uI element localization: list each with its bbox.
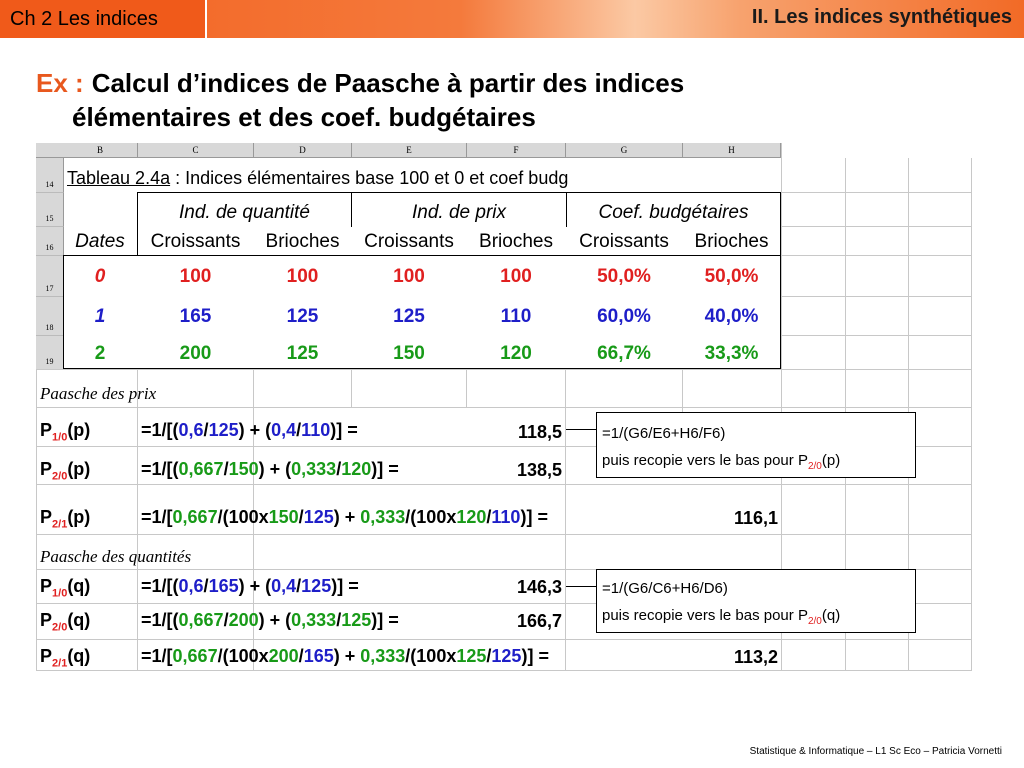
paasche-prix-label: Paasche des prix: [40, 384, 157, 403]
slide-footer: Statistique & Informatique – L1 Sc Eco – Patricia Vornetti: [749, 746, 1002, 757]
note-qte-recopie: puis recopie vers le bas pour $P_{2/0}(q)$: [602, 607, 841, 627]
table-cell: 125: [286, 306, 319, 327]
p10q-value: 146,3: [516, 577, 562, 597]
table-cell: 40,0%: [704, 306, 759, 327]
p21p-label: $P_{2/1}(p)$: [40, 507, 91, 531]
table-cell: 110: [500, 306, 532, 327]
note-qte-formula: =1/(G6/C6+H6/D6): [602, 580, 728, 597]
corner-header: [36, 143, 64, 158]
title-prefix: Ex :: [36, 68, 84, 98]
table-cell: 0: [94, 266, 106, 287]
column-header-f: F: [467, 143, 566, 158]
table-caption: [67, 168, 568, 189]
p10p-value: 118,5: [517, 422, 562, 442]
title-line-2: élémentaires et des coef. budgétaires: [72, 102, 536, 132]
row-header-15: 15: [36, 193, 64, 227]
p20q-formula: =1/[(0,667/200) + (0,333/125)] =: [141, 610, 399, 630]
table-cell: 2: [94, 343, 106, 364]
p10q-formula: =1/[(0,6/165) + (0,4/125)] =: [141, 576, 359, 596]
p10p-formula: =1/[(0,6/125) + (0,4/110)] =: [141, 420, 358, 440]
p10q-label: $P_{1/0}(q)$: [40, 576, 91, 600]
p21q-formula: =1/[0,667/(100x200/165) + 0,333/(100x125/125)] =: [141, 646, 549, 666]
p20q-label: $P_{2/0}(q)$: [40, 610, 91, 634]
p20p-value: 138,5: [516, 460, 562, 480]
table-cell: 100: [179, 266, 212, 287]
table-cell: 1: [94, 306, 106, 327]
table-cell: 125: [286, 343, 319, 364]
row-header-19: 19: [36, 336, 64, 370]
arrow-left-icon: [566, 586, 596, 587]
section-title: II. Les indices synthétiques: [751, 6, 1012, 28]
p20p-label: $P_{2/0}(p)$: [40, 459, 91, 483]
table-cell: 100: [393, 266, 425, 287]
table-cell: 125: [393, 306, 425, 327]
title-line-1: Calcul d’indices de Paasche à partir des indices: [91, 68, 685, 98]
p21q-value: 113,2: [733, 647, 778, 667]
column-header-d: D: [254, 143, 352, 158]
table-cell: 100: [286, 266, 319, 287]
chapter-title: Ch 2 Les indices: [10, 8, 158, 30]
column-header-h: H: [683, 143, 781, 158]
table-caption-ref: Tableau 2.4a: [67, 168, 171, 188]
column-header-b: B: [63, 143, 138, 158]
sub-header-brioches-p: Brioches: [479, 231, 553, 252]
table-caption-text: : Indices élémentaires base 100 et 0 et coef budg: [170, 168, 569, 188]
sub-header-croissants-q: Croissants: [150, 231, 241, 252]
p21p-value: 116,1: [733, 508, 778, 528]
slide-title: [36, 66, 996, 134]
note-prix: [596, 412, 916, 478]
row-header-17: 17: [36, 256, 64, 297]
p10p-label: $P_{1/0}(p)$: [40, 420, 91, 444]
sub-header-croissants-p: Croissants: [364, 231, 454, 252]
table-cell: 150: [393, 343, 425, 364]
table-cell: 50,0%: [597, 266, 651, 287]
p21p-formula: =1/[0,667/(100x150/125) + 0,333/(100x120/110)] =: [141, 507, 548, 527]
group-header-prix: Ind. de prix: [412, 202, 506, 223]
row-header-14: 14: [36, 158, 64, 193]
sub-header-brioches-c: Brioches: [694, 231, 769, 252]
column-header-g: G: [566, 143, 683, 158]
p20q-value: 166,7: [516, 611, 562, 631]
group-header-quantite: Ind. de quantité: [179, 202, 310, 223]
note-prix-recopie: puis recopie vers le bas pour $P_{2/0}(p)$: [602, 452, 841, 472]
sub-header-dates: Dates: [75, 231, 125, 252]
group-header-coef: Coef. budgétaires: [598, 202, 749, 223]
table-cell: 200: [179, 343, 212, 364]
table-cell: 50,0%: [704, 266, 759, 287]
paasche-qte-label: Paasche des quantités: [40, 547, 192, 566]
row-header-16: 16: [36, 227, 64, 256]
table-cell: 100: [500, 266, 532, 287]
column-header-e: E: [352, 143, 467, 158]
table-cell: 165: [179, 306, 212, 327]
p21q-label: $P_{2/1}(q)$: [40, 646, 91, 670]
table-cell: 60,0%: [597, 306, 651, 327]
p20p-formula: =1/[(0,667/150) + (0,333/120)] =: [141, 459, 399, 479]
table-cell: 33,3%: [704, 343, 759, 364]
arrow-left-icon: [566, 429, 596, 430]
top-banner: [0, 0, 1024, 38]
note-prix-formula: =1/(G6/E6+H6/F6): [602, 425, 726, 442]
chapter-tab: [0, 0, 207, 38]
sub-header-croissants-c: Croissants: [579, 231, 669, 252]
table-cell: 120: [500, 343, 532, 364]
column-header-c: C: [138, 143, 254, 158]
sub-header-brioches-q: Brioches: [265, 231, 340, 252]
note-qte: [596, 569, 916, 633]
row-header-18: 18: [36, 297, 64, 336]
table-cell: 66,7%: [597, 343, 651, 364]
